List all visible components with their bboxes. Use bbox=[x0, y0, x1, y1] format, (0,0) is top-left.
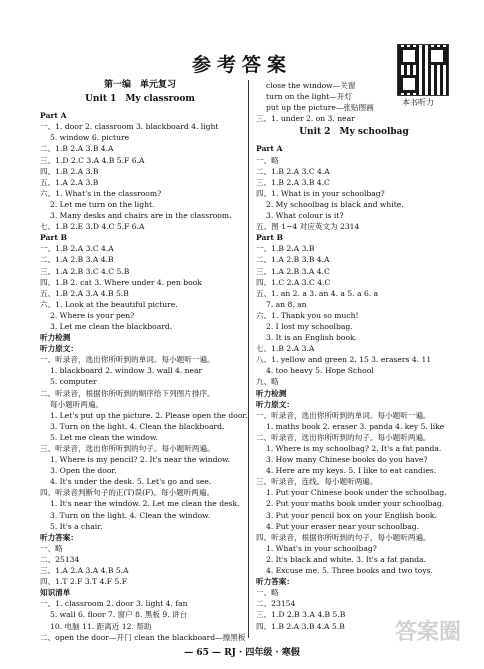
answer-line: 1. blackboard 2. window 3. wall 4. near bbox=[50, 366, 203, 376]
answer-line: 二、1.A 2.B 3.B 4.A bbox=[256, 255, 330, 265]
answer-line: 一、略 bbox=[256, 155, 279, 165]
unit1-heading: Unit 1 My classroom bbox=[85, 94, 195, 105]
answer-line: close the window—关窗 bbox=[266, 81, 356, 90]
answer-line: 听力原文： bbox=[40, 344, 78, 354]
answer-line: 3. Turn on the light. 4. Clean the window. bbox=[50, 510, 211, 520]
answer-line: 六、1. Look at the beautiful picture. bbox=[40, 299, 178, 309]
answer-line: 四、听录音，根据你所听到的句子，每小题听两遍。 bbox=[256, 532, 431, 542]
answer-line: 1. Put your Chinese book under the schoolbag. bbox=[266, 488, 447, 498]
part-heading: 第一编 单元复习 bbox=[103, 80, 176, 90]
answer-line: 一、1. classroom 2. door 3. light 4. fan bbox=[40, 599, 188, 609]
answer-line: 四、听录音判断句子的正(T)误(F)。每小题听两遍。 bbox=[40, 488, 215, 498]
column-divider bbox=[248, 80, 249, 638]
answer-line: 四、1.B 2. cat 3. Where under 4. pen book bbox=[40, 277, 202, 287]
answer-line: 一、听录音，选出你所听到的单词。每小题听一遍。 bbox=[256, 410, 431, 420]
answer-line: 一、略 bbox=[40, 543, 63, 553]
answer-line: 八、1. yellow and green 2. 15 3. erasers 4. 11 bbox=[256, 355, 432, 365]
answer-line: 2. It's black and white. 3. It's a fat panda. bbox=[266, 554, 427, 564]
answer-line: 二、听录音，选出你所听到的句子。每小题听两遍。 bbox=[256, 432, 431, 442]
answer-line: 1. Where is my schoolbag? 2. It's a fat panda. bbox=[266, 444, 442, 453]
answer-line: 每小题听两遍。 bbox=[50, 399, 104, 409]
answer-line: 3. How many Chinese books do you have? bbox=[266, 455, 428, 465]
answer-line: 五、图 1~4 对应英文为 2314 bbox=[256, 222, 360, 232]
answer-line: 三、1.B 2.A 3.B 4.C bbox=[256, 177, 330, 187]
answer-line: 四、1.B 2.A 3.B bbox=[40, 166, 99, 176]
answer-line: 2. Let me turn on the light. bbox=[50, 199, 155, 209]
answer-line: 听力原文： bbox=[256, 399, 294, 409]
answer-line: 5. computer bbox=[50, 377, 97, 387]
answer-line: 知识清单 bbox=[40, 588, 71, 598]
unit2-heading: Unit 2 My schoolbag bbox=[299, 127, 409, 138]
answer-line: Part B bbox=[256, 233, 283, 243]
answer-line: 3. Many desks and chairs are in the classroom. bbox=[50, 211, 232, 221]
answer-line: 2. My schoolbag is black and white. bbox=[266, 199, 404, 209]
answer-line: turn on the light—开灯 bbox=[266, 92, 353, 102]
right-answer-list bbox=[256, 143, 452, 631]
answer-line: 5. wall 6. floor 7. 窗户 8. 黑板 9. 讲台 bbox=[50, 610, 188, 620]
answer-line: 1. Where is my pencil? 2. It's near the window. bbox=[50, 455, 231, 465]
answer-line: 一、1. door 2. classroom 3. blackboard 4. light bbox=[40, 122, 219, 132]
answer-line: 三、1.A 2.B 3.C 4.C 5.B bbox=[40, 266, 130, 276]
answer-line: 六、1. What's in the classroom? bbox=[40, 188, 162, 198]
answer-line: 3. Open the door. bbox=[50, 466, 117, 476]
answer-line: 3. It is an English book. bbox=[266, 333, 358, 343]
answer-line: 四、1.C 2.A 3.C 4.C bbox=[256, 277, 331, 287]
answer-line: 1. It's near the window. 2. Let me clean the desk. bbox=[50, 499, 240, 509]
answer-line: 二、听录音，根据你所听到的顺序给下列图片排序。 bbox=[40, 388, 215, 398]
answer-line: 1. Let's put up the picture. 2. Please open the door. bbox=[50, 410, 248, 420]
answer-line: 2. Where is your pen? bbox=[50, 310, 135, 320]
answer-line: 三、1.A 2.B 3.A 4.C bbox=[256, 266, 330, 276]
answer-line: 一、1.B 2.A 3.B bbox=[256, 244, 315, 254]
answer-line: 三、1.A 2.A 3.A 4.B 5.A bbox=[40, 566, 129, 576]
answer-line: 五、1.A 2.A 3.B bbox=[40, 177, 99, 187]
answer-line: 5. Let me clean the window. bbox=[50, 432, 158, 442]
answer-line: 四、1.B 2.A 3.B 4.A 5.B bbox=[256, 621, 345, 631]
answer-line: Part B bbox=[40, 233, 67, 243]
answer-line: 1. maths book 2. eraser 3. panda 4. key 5. like bbox=[266, 421, 445, 431]
answer-line: 4. Excuse me. 5. Three books and two toys. bbox=[266, 566, 433, 576]
answer-line: 4. It's under the desk. 5. Let's go and see. bbox=[50, 477, 212, 487]
answer-line: 3. Let me clean the blackboard. bbox=[50, 321, 173, 331]
answer-line: 听力答案： bbox=[256, 577, 294, 587]
answer-line: 二、23154 bbox=[256, 599, 296, 609]
qr-label: 本书听力 bbox=[402, 98, 434, 107]
answer-line: 2. I lost my schoolbag. bbox=[266, 321, 353, 331]
right-column bbox=[256, 80, 452, 632]
answer-line: 三、1.D 2.B 3.A 4.B 5.B bbox=[256, 610, 346, 620]
answer-line: put up the picture—张贴图画 bbox=[266, 103, 374, 113]
answer-line: 二、25134 bbox=[40, 554, 80, 564]
answer-line: 10. 电脑 11. 距离近 12. 帮助 bbox=[50, 621, 152, 631]
answer-line: 3. What colour is it? bbox=[266, 211, 344, 221]
answer-line: 4. Here are my keys. 5. I like to eat candies. bbox=[266, 466, 437, 476]
answer-line: Part A bbox=[40, 111, 67, 121]
answer-line: 六、1. Thank you so much! bbox=[256, 310, 359, 320]
answer-line: 二、1.B 2.A 3.B 4.A bbox=[40, 144, 114, 154]
answer-line: 九、略 bbox=[256, 377, 279, 387]
answer-line: 三、1. under 2. on 3. near bbox=[256, 114, 355, 124]
answer-line: 二、1.A 2.B 3.A 4.B bbox=[40, 255, 114, 265]
page-footer: — 65 — RJ · 四年级 · 寒假 bbox=[184, 648, 300, 658]
answer-line: 二、1.B 2.A 3.C 4.A bbox=[256, 166, 330, 176]
answer-line: 3. Turn on the light. 4. Clean the blackboard. bbox=[50, 421, 225, 431]
answer-line: 五、1.B 2.A 3.A 4.B 5.B bbox=[40, 288, 129, 298]
answer-line: 三、1.D 2.C 3.A 4.B 5.F 6.A bbox=[40, 155, 145, 165]
answer-line: 一、听录音，选出你所听到的单词。每小题听一遍。 bbox=[40, 355, 215, 365]
answer-line: 5. window 6. picture bbox=[50, 133, 130, 143]
answer-line: 三、听录音，连线。每小题听两遍。 bbox=[256, 477, 378, 487]
answer-line: 四、1. What is in your schoolbag? bbox=[256, 188, 385, 198]
left-column bbox=[40, 78, 248, 643]
answer-line: 7. an 8. an bbox=[266, 299, 307, 309]
answer-line: 一、1.B 2.A 3.C 4.A bbox=[40, 244, 114, 254]
answer-line: Part A bbox=[256, 144, 283, 154]
answer-line: 4. too heavy 5. Hope School bbox=[266, 366, 374, 376]
answer-line: 1. What's in your schoolbag? bbox=[266, 543, 377, 553]
left-answer-list bbox=[40, 110, 248, 643]
page-title: 参考答案 bbox=[191, 54, 292, 76]
answer-line: 五、1. an 2. a 3. an 4. a 5. a 6. a bbox=[256, 288, 379, 298]
answer-line: 2. Put your maths book under your schoolbag. bbox=[266, 499, 445, 509]
answer-line: 二、open the door—开门 clean the blackboard—擦黑板 bbox=[40, 632, 246, 642]
answer-line: 听力检测 bbox=[256, 388, 287, 398]
answer-line: 听力检测 bbox=[40, 333, 71, 343]
right-top-list bbox=[256, 80, 452, 124]
watermark-logo: 答案圈 bbox=[395, 620, 462, 645]
answer-line: 七、1.B 2.E 3.D 4.C 5.F 6.A bbox=[40, 222, 145, 232]
answer-line: 4. Put your eraser near your schoolbag. bbox=[266, 521, 420, 531]
answer-line: 四、1.T 2.F 3.T 4.F 5.F bbox=[40, 577, 128, 587]
answer-line: 一、略 bbox=[256, 588, 279, 598]
answer-line: 七、1.B 2.A 3.A bbox=[256, 344, 315, 354]
answer-line: 三、听录音，选出你所听到的句子。每小题听两遍。 bbox=[40, 444, 215, 453]
answer-line: 3. Put your pencil box on your English book. bbox=[266, 510, 437, 520]
answer-line: 听力答案： bbox=[40, 532, 78, 542]
answer-line: 5. It's a chair. bbox=[50, 521, 103, 531]
